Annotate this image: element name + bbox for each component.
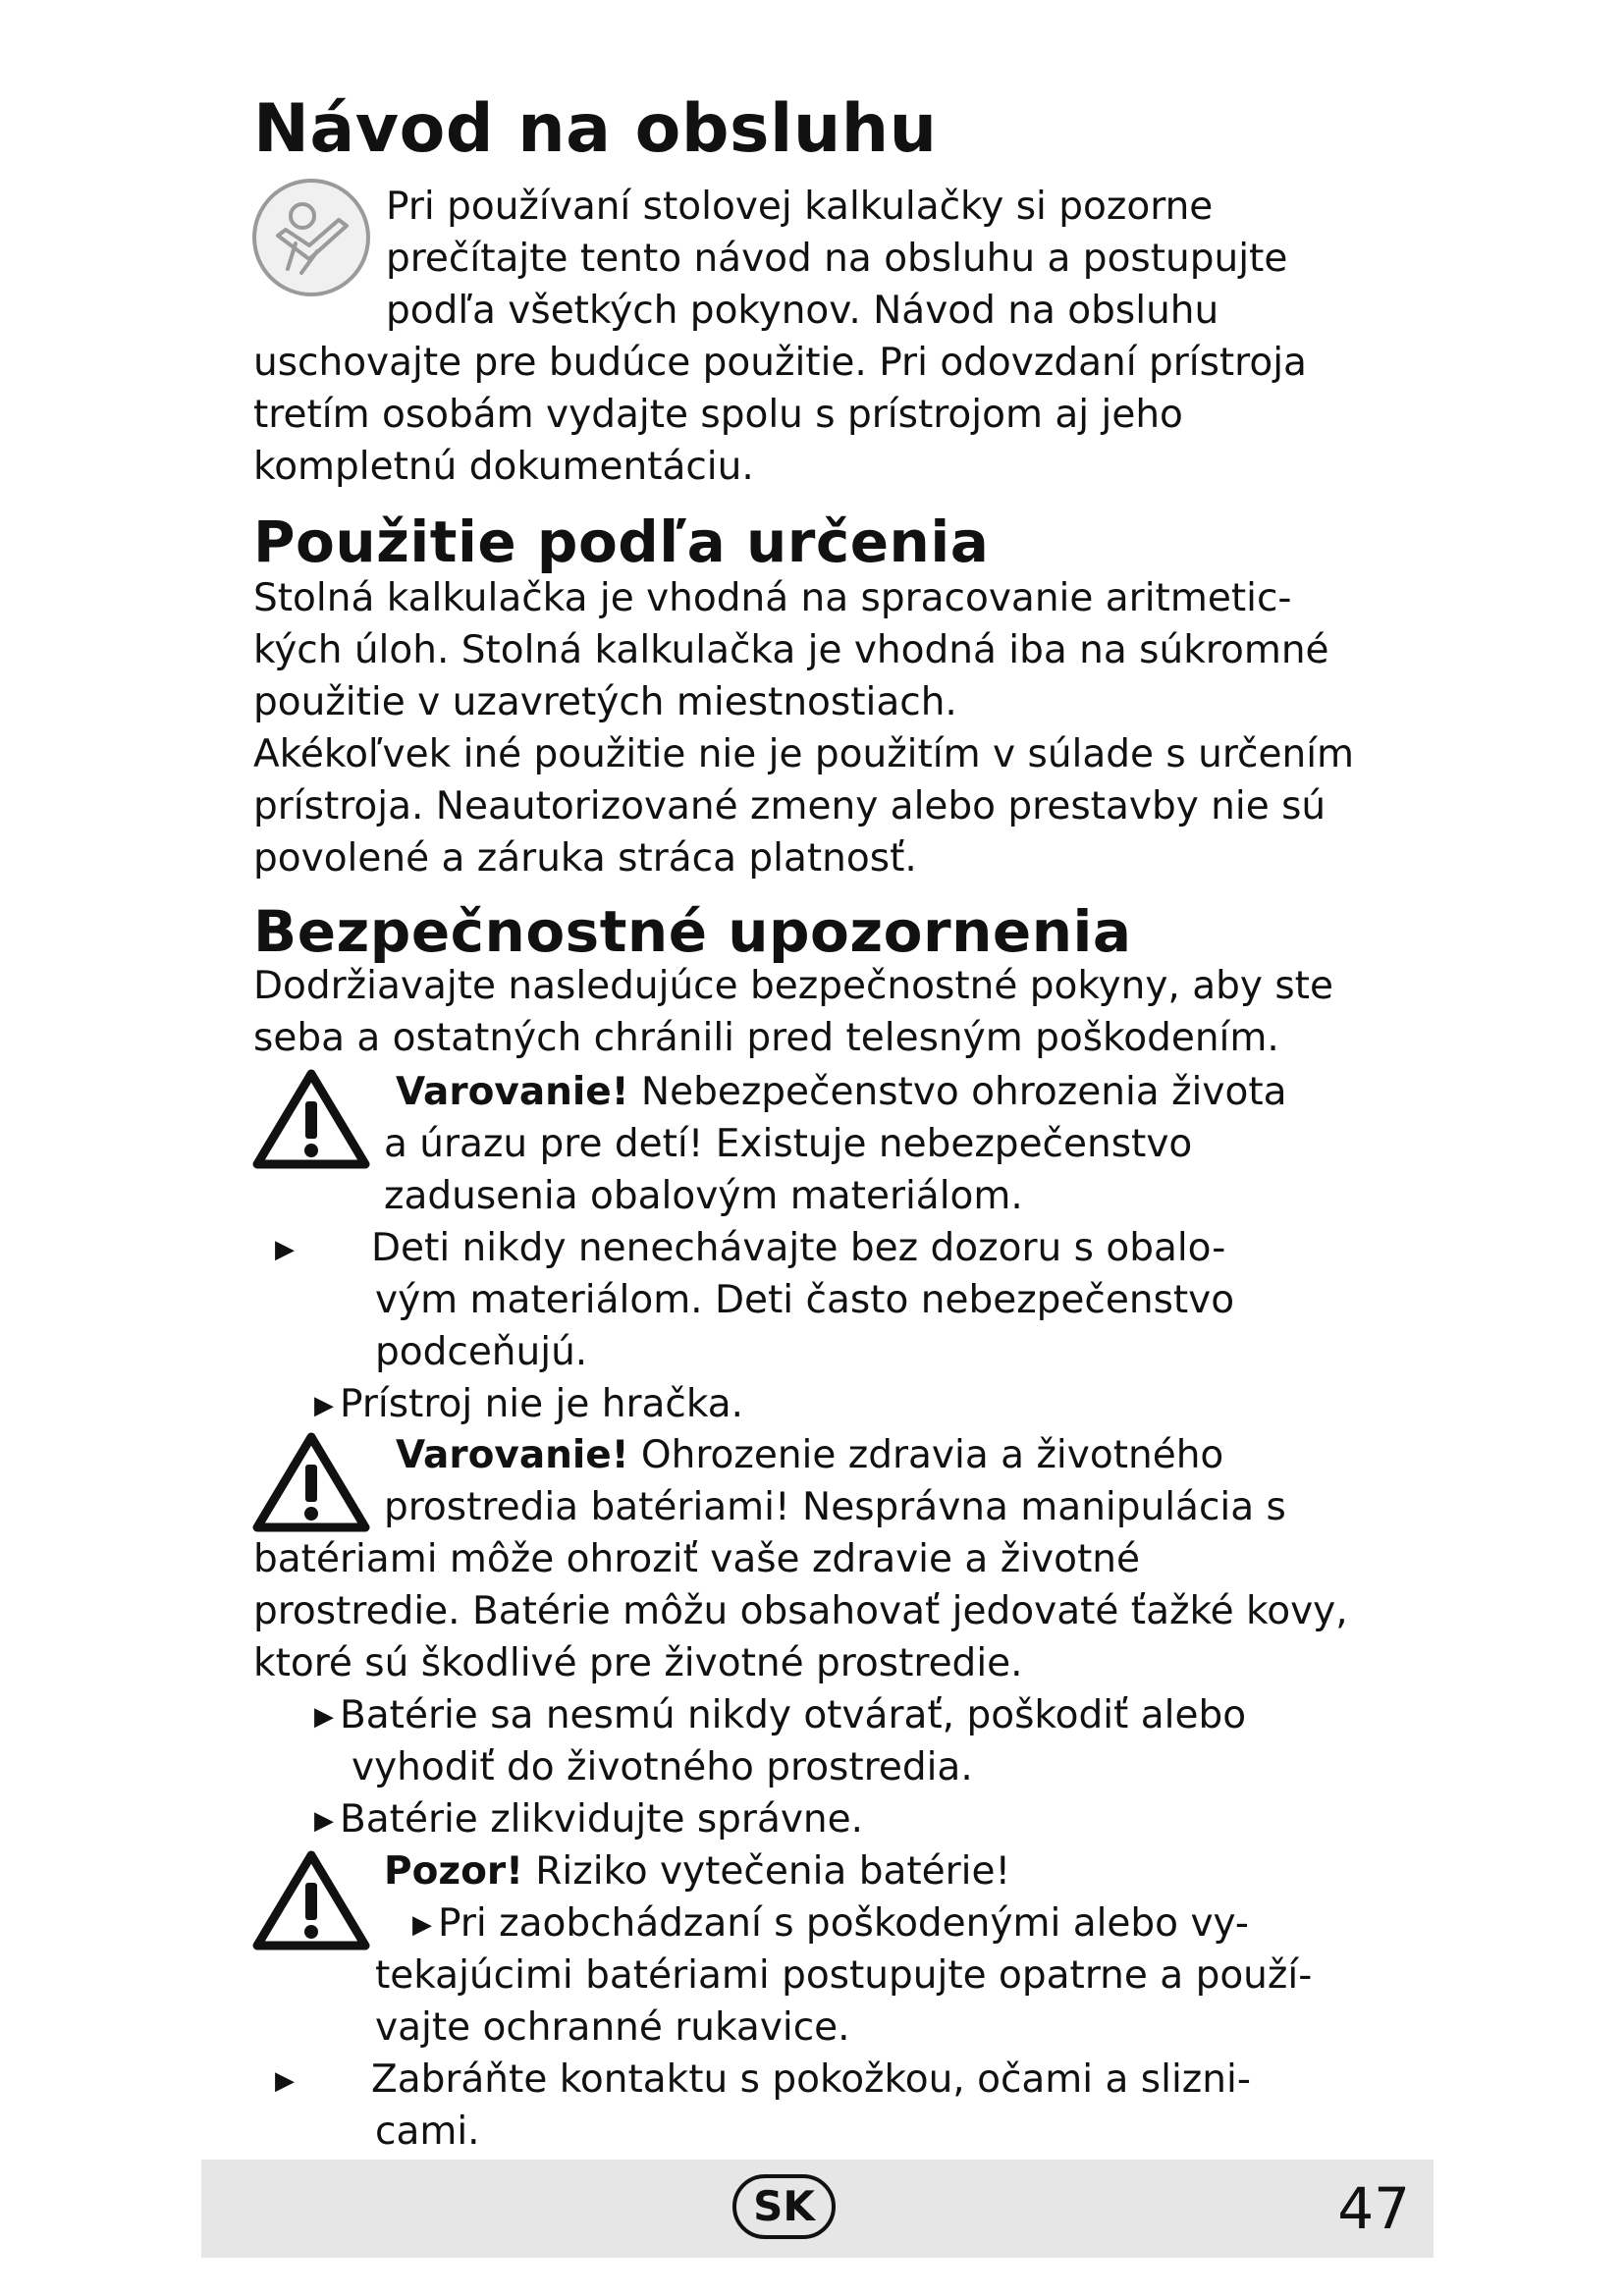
- warning1-line-3: zadusenia obalovým materiálom.: [384, 1174, 1023, 1218]
- caution-label: Pozor!: [384, 1849, 523, 1894]
- warning2-line1-text: Ohrozenie zdravia a životného: [628, 1433, 1224, 1477]
- heading-manual: Návod na obsluhu: [253, 90, 938, 168]
- warning2-label: Varovanie!: [396, 1433, 629, 1477]
- bullet-batteries-dispose: [314, 1793, 863, 1847]
- bullet-not-toy: [314, 1378, 743, 1432]
- heading-safety: Bezpečnostné upozornenia: [253, 898, 1132, 965]
- bullet-marker: ▶: [275, 1235, 295, 1264]
- warning2-line-4: prostredie. Batérie môžu obsahovať jedovaté ťažké kovy,: [253, 1589, 1348, 1633]
- heading-intended-use: Použitie podľa určenia: [253, 508, 990, 575]
- bullet-contact-line-1: Zabráňte kontaktu s pokožkou, očami a slizni-: [371, 2057, 1251, 2102]
- bullet-handling-line-3: vajte ochranné rukavice.: [375, 2005, 850, 2050]
- bullet-marker: ▶: [314, 1702, 334, 1732]
- intro-line-1: Pri používaní stolovej kalkulačky si pozorne: [386, 185, 1214, 229]
- page-number: 47: [1337, 2175, 1410, 2242]
- bullet-children-line-2: vým materiálom. Deti často nebezpečenstvo: [375, 1278, 1235, 1322]
- intended-use-line-4: Akékoľvek iné použitie nie je použitím v súlade s určením: [253, 732, 1355, 776]
- bullet-batteries-dispose-text: Batérie zlikvidujte správne.: [340, 1797, 864, 1842]
- intro-line-6: kompletnú dokumentáciu.: [253, 445, 754, 489]
- intended-use-line-5: prístroja. Neautorizované zmeny alebo prestavby nie sú: [253, 784, 1326, 828]
- bullet-children-line-1: Deti nikdy nenechávajte bez dozoru s obalo-: [371, 1226, 1226, 1270]
- bullet-children-line-3: podceňujú.: [375, 1330, 588, 1374]
- warning-triangle-icon: [251, 1068, 371, 1170]
- bullet-marker: ▶: [275, 2066, 295, 2096]
- bullet-marker: ▶: [314, 1391, 334, 1420]
- warning-triangle-icon: [251, 1849, 371, 1951]
- bullet-batteries-open-line-1: [314, 1689, 1246, 1743]
- warning2-line-5: ktoré sú škodlivé pre životné prostredie.: [253, 1641, 1023, 1685]
- warning2-line-2: prostredia batériami! Nesprávna manipulácia s: [384, 1485, 1286, 1529]
- intended-use-line-2: kých úloh. Stolná kalkulačka je vhodná iba na súkromné: [253, 628, 1329, 672]
- language-badge: SK: [732, 2174, 836, 2239]
- warning1-line-2: a úrazu pre detí! Existuje nebezpečenstvo: [384, 1122, 1193, 1166]
- warning-triangle-icon: [251, 1431, 371, 1533]
- bullet-marker: ▶: [314, 1806, 334, 1836]
- caution-line-1: [384, 1845, 1010, 1897]
- bullet-contact-line-2: cami.: [375, 2109, 480, 2154]
- bullet-marker: ▶: [412, 1910, 432, 1940]
- intended-use-line-6: povolené a záruka stráca platnosť.: [253, 836, 917, 881]
- bullet-handling-line-1: [412, 1897, 1249, 1951]
- intro-line-2: prečítajte tento návod na obsluhu a postupujte: [386, 237, 1288, 281]
- warning1-line-1: [396, 1066, 1287, 1118]
- intro-line-4: uschovajte pre budúce použitie. Pri odovzdaní prístroja: [253, 341, 1307, 385]
- warning2-line-3: batériami môže ohroziť vaše zdravie a životné: [253, 1537, 1140, 1581]
- bullet-batteries-open-line-2: vyhodiť do životného prostredia.: [352, 1745, 973, 1789]
- bullet-handling-line-2: tekajúcimi batériami postupujte opatrne a použí-: [375, 1953, 1313, 1998]
- bullet-handling-text: Pri zaobchádzaní s poškodenými alebo vy-: [438, 1901, 1249, 1946]
- read-manual-icon: [248, 175, 374, 300]
- warning1-line1-text: Nebezpečenstvo ohrozenia života: [628, 1070, 1287, 1114]
- safety-intro-line-2: seba a ostatných chránili pred telesným poškodením.: [253, 1016, 1279, 1060]
- intro-line-3: podľa všetkých pokynov. Návod na obsluhu: [386, 289, 1219, 333]
- bullet-not-toy-text: Prístroj nie je hračka.: [340, 1382, 744, 1426]
- intended-use-line-1: Stolná kalkulačka je vhodná na spracovanie aritmetic-: [253, 576, 1292, 620]
- caution-line1-text: Riziko vytečenia batérie!: [522, 1849, 1011, 1894]
- intro-line-5: tretím osobám vydajte spolu s prístrojom aj jeho: [253, 393, 1183, 437]
- warning2-line-1: [396, 1429, 1223, 1481]
- bullet-batteries-open-text: Batérie sa nesmú nikdy otvárať, poškodiť alebo: [340, 1693, 1247, 1737]
- intended-use-line-3: použitie v uzavretých miestnostiach.: [253, 680, 957, 724]
- page-footer: [201, 2160, 1434, 2258]
- safety-intro-line-1: Dodržiavajte nasledujúce bezpečnostné pokyny, aby ste: [253, 964, 1333, 1008]
- warning1-label: Varovanie!: [396, 1070, 629, 1114]
